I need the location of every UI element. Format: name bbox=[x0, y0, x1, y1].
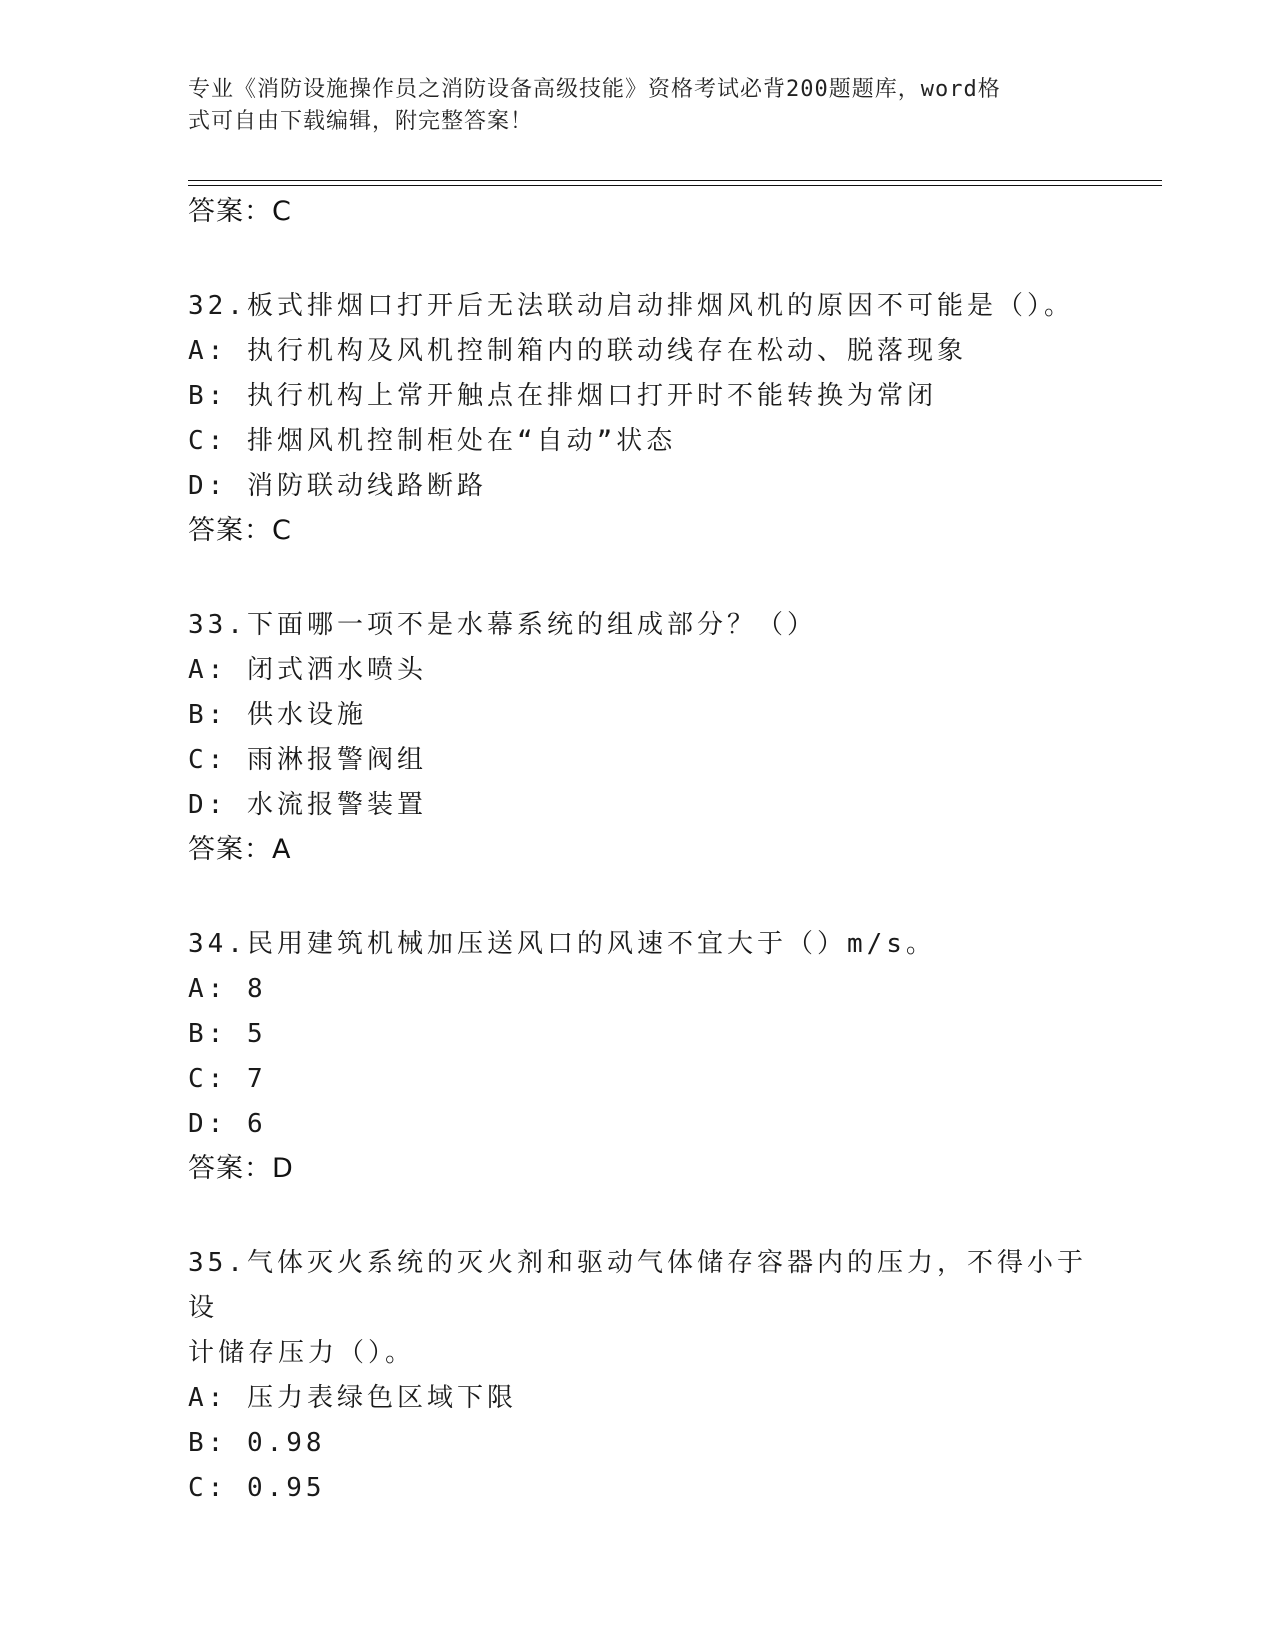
header-line-2: 式可自由下载编辑，附完整答案！ bbox=[188, 109, 534, 134]
question-stem: 32.板式排烟口打开后无法联动启动排烟风机的原因不可能是（）。 bbox=[188, 291, 1074, 321]
option-b: B: 供水设施 bbox=[188, 700, 367, 730]
answer-line bbox=[188, 1147, 1088, 1191]
answer-value: C bbox=[272, 196, 292, 227]
option-d: D: 水流报警装置 bbox=[188, 790, 427, 820]
question-stem: 33.下面哪一项不是水幕系统的组成部分？（） bbox=[188, 610, 817, 640]
answer-label: 答案： bbox=[188, 196, 272, 227]
header-divider-top bbox=[188, 180, 1162, 181]
document-header bbox=[188, 74, 1068, 138]
option-c: C: 排烟风机控制柜处在“自动”状态 bbox=[188, 426, 677, 456]
option-c: C: 雨淋报警阀组 bbox=[188, 745, 427, 775]
option-b: B: 0.98 bbox=[188, 1428, 326, 1458]
question-block bbox=[188, 603, 1088, 872]
option-d: D: 消防联动线路断路 bbox=[188, 471, 487, 501]
question-block bbox=[188, 922, 1088, 1191]
option-b: B: 执行机构上常开触点在排烟口打开时不能转换为常闭 bbox=[188, 381, 937, 411]
answer-label: 答案： bbox=[188, 515, 272, 546]
option-a: A: 压力表绿色区域下限 bbox=[188, 1383, 517, 1413]
question-stem-line-1: 35.气体灭火系统的灭火剂和驱动气体储存容器内的压力，不得小于设 bbox=[188, 1248, 1087, 1323]
answer-value: D bbox=[272, 1153, 294, 1184]
option-c: C: 0.95 bbox=[188, 1473, 326, 1503]
question-block bbox=[188, 1241, 1088, 1511]
answer-line bbox=[188, 190, 1088, 234]
answer-label: 答案： bbox=[188, 834, 272, 865]
answer-line bbox=[188, 509, 1088, 553]
question-list bbox=[188, 190, 1088, 1511]
header-line-1: 专业《消防设施操作员之消防设备高级技能》资格考试必背200题题库，word格 bbox=[188, 77, 1001, 102]
question-block bbox=[188, 284, 1088, 553]
option-a: A: 闭式洒水喷头 bbox=[188, 655, 427, 685]
answer-line bbox=[188, 828, 1088, 872]
answer-value: C bbox=[272, 515, 292, 546]
option-a: A: 8 bbox=[188, 974, 267, 1004]
answer-value: A bbox=[272, 834, 292, 865]
header-divider-bottom bbox=[188, 185, 1162, 186]
question-stem: 34.民用建筑机械加压送风口的风速不宜大于（）m/s。 bbox=[188, 929, 936, 959]
option-d: D: 6 bbox=[188, 1109, 267, 1139]
answer-label: 答案： bbox=[188, 1153, 272, 1184]
question-stem-line-2: 计储存压力（）。 bbox=[188, 1338, 416, 1368]
option-a: A: 执行机构及风机控制箱内的联动线存在松动、脱落现象 bbox=[188, 336, 967, 366]
option-c: C: 7 bbox=[188, 1064, 267, 1094]
option-b: B: 5 bbox=[188, 1019, 267, 1049]
